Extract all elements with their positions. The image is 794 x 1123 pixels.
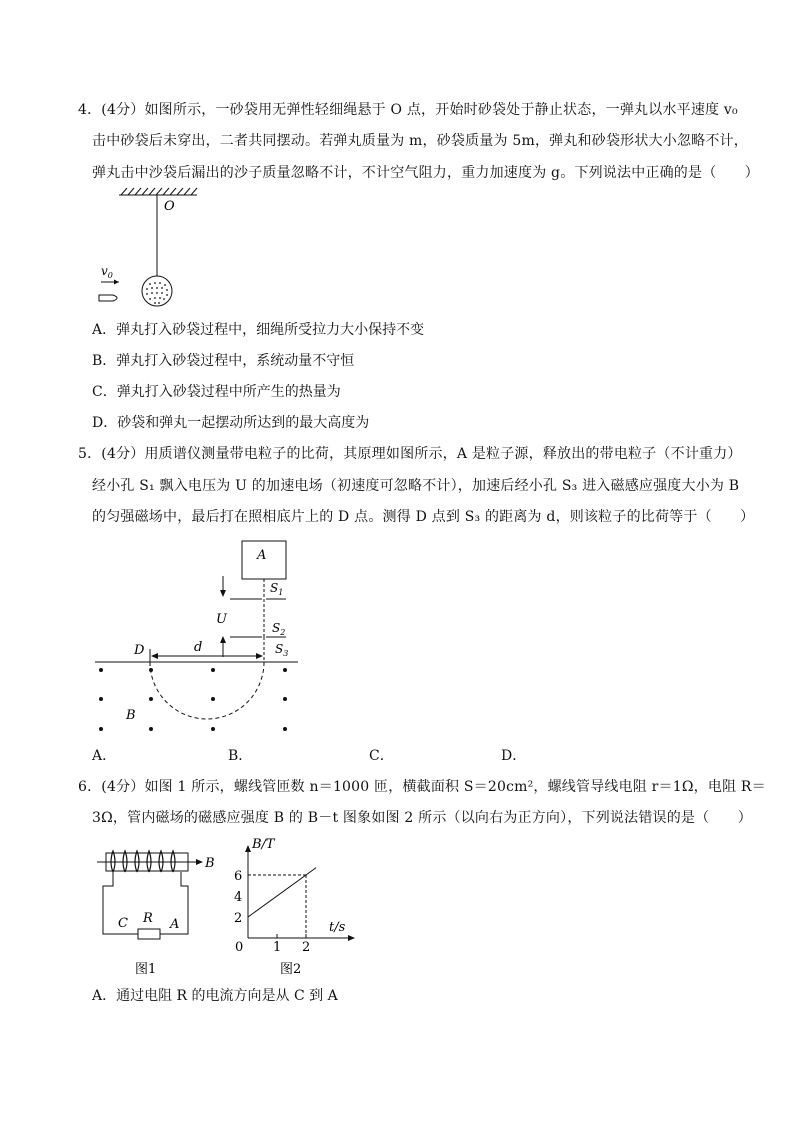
fig1-c-label: C — [118, 916, 128, 931]
ceiling-hatch — [119, 188, 197, 195]
y-axis-head — [245, 845, 251, 852]
x-axis-label: t/s — [329, 920, 346, 935]
sandbag — [142, 276, 172, 306]
velocity-label: $v_0$ — [101, 264, 113, 280]
s2-label: $S_2$ — [272, 621, 286, 637]
q6-line-1: 6．(4分）如图 1 所示，螺线管匝数 n＝1000 匝，横截面积 S＝20cm²，螺线管导线电阻 r＝1Ω，电阻 R＝ — [78, 779, 766, 795]
resistor — [138, 929, 160, 939]
s3-label: $S_3$ — [275, 642, 289, 658]
q5-line-2: 经小孔 S₁ 飘入电压为 U 的加速电场（初速度可忽略不计），加速后经小孔 S₃ 进入磁感应强度大小为 B — [92, 478, 740, 494]
q5-option-b: B． — [228, 748, 253, 764]
q6-line-2: 3Ω，管内磁场的磁感应强度 B 的 B－t 图象如图 2 所示（以向右为正方向），下列说法错误的是（ ） — [92, 810, 752, 826]
q4-option-d: D．砂袋和弹丸一起摆动所达到的最大高度为 — [92, 415, 370, 431]
velocity-arrow-head — [114, 280, 119, 285]
q6-option-a: A．通过电阻 R 的电流方向是从 C 到 A — [92, 988, 338, 1004]
fig1-r-label: R — [143, 911, 153, 926]
distance-label: d — [194, 640, 203, 655]
q5-option-c: C． — [369, 748, 394, 764]
voltage-label: U — [216, 612, 227, 627]
origin-label: 0 — [235, 940, 244, 955]
q4-line-3: 弹丸击中沙袋后漏出的沙子质量忽略不计，不计空气阻力，重力加速度为 g。下列说法中正确的是（ ） — [92, 165, 760, 181]
fig1-b-label: B — [205, 856, 215, 871]
distance-arrow-left — [151, 653, 158, 659]
x-tick-label-2: 2 — [302, 940, 311, 955]
q4-option-b: B．弹丸打入砂袋过程中，系统动量不守恒 — [92, 353, 355, 369]
q4-figure — [95, 186, 230, 311]
field-arrow-up-head — [220, 636, 226, 643]
q5-option-d: D． — [501, 748, 527, 764]
source-label: A — [257, 548, 267, 563]
s1-label: $S_1$ — [270, 581, 284, 597]
q6-fig1 — [95, 848, 220, 978]
y-tick-label-6: 6 — [234, 869, 243, 884]
q4-line-1: 4．(4分）如图所示，一砂袋用无弹性轻细绳悬于 O 点，开始时砂袋处于静止状态，一弹丸以水平速度 v₀ — [78, 102, 738, 118]
q5-figure — [90, 536, 305, 741]
point-o-label: O — [164, 199, 175, 214]
field-axis-head — [196, 859, 203, 865]
y-tick-label-4: 4 — [234, 890, 243, 905]
q4-option-c: C．弹丸打入砂袋过程中所产生的热量为 — [92, 384, 341, 400]
bullet — [99, 295, 117, 301]
point-d-label: D — [134, 643, 145, 658]
q4-line-2: 击中砂袋后未穿出，二者共同摆动。若弹丸质量为 m，砂袋质量为 5m，弹丸和砂袋形状大小忽略不计， — [92, 133, 748, 149]
x-tick-label-1: 1 — [273, 940, 282, 955]
x-axis-head — [348, 935, 355, 941]
fig1-caption: 图1 — [135, 962, 157, 977]
y-tick-label-2: 2 — [234, 911, 243, 926]
q6-fig2 — [225, 830, 360, 978]
q5-line-1: 5．(4分）用质谱仪测量带电粒子的比荷，其原理如图所示，A 是粒子源，释放出的带电粒子（不计重力） — [78, 446, 742, 462]
particle-trajectory — [150, 662, 264, 719]
fig1-a-label: A — [170, 917, 180, 932]
y-axis-label: B/T — [252, 837, 275, 852]
q5-line-3: 的匀强磁场中，最后打在照相底片上的 D 点。测得 D 点到 S₃ 的距离为 d，则该粒子的比荷等于（ ） — [92, 509, 755, 525]
q4-option-a: A．弹丸打入砂袋过程中，细绳所受拉力大小保持不变 — [92, 322, 425, 338]
q5-option-a: A． — [92, 748, 117, 764]
field-arrow-down-head — [220, 590, 226, 597]
distance-arrow-right — [256, 653, 263, 659]
field-b-label: B — [126, 708, 136, 723]
fig2-caption: 图2 — [280, 962, 302, 977]
